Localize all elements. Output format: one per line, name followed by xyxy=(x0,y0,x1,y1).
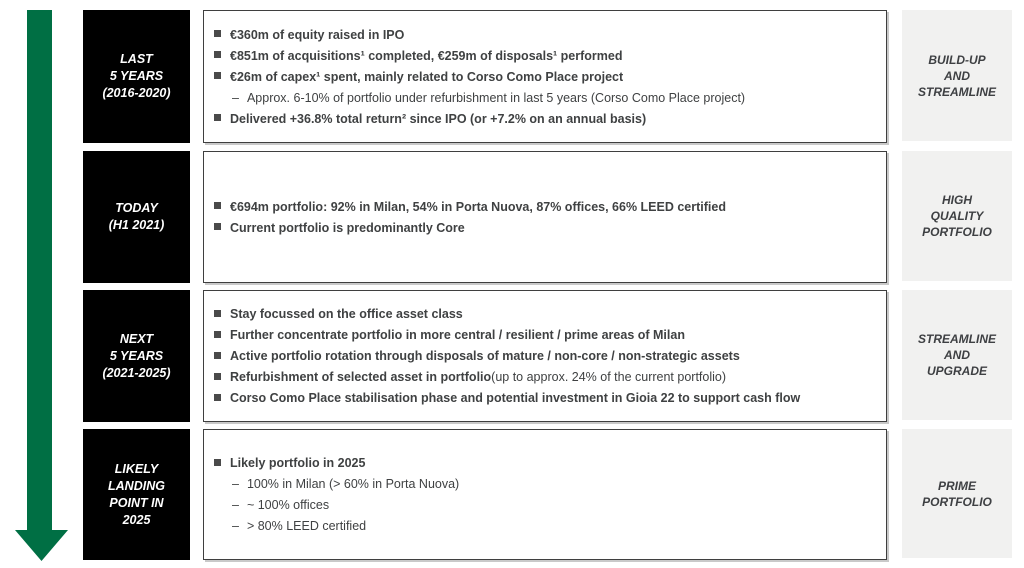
period-label xyxy=(83,10,190,143)
bullet-text-regular: Approx. 6-10% of portfolio under refurbishment in last 5 years (Corso Como Place project) xyxy=(246,90,746,105)
tag-label xyxy=(902,429,1012,558)
period-label-line: (2016-2020) xyxy=(102,86,171,100)
bullet-square-icon xyxy=(214,459,221,466)
tag-label-line: BUILD-UP xyxy=(928,52,986,67)
period-label-line: LIKELY xyxy=(114,461,159,476)
period-label-line: POINT IN xyxy=(109,495,164,510)
bullet-text-bold: Active portfolio rotation through disposals of mature / non-core / non-strategic assets xyxy=(230,349,740,363)
bullet-text-bold: Corso Como Place stabilisation phase and potential investment in Gioia 22 to support cash flow xyxy=(230,391,801,405)
sub-bullet-item xyxy=(214,476,876,492)
period-label xyxy=(83,429,190,560)
tag-label xyxy=(902,290,1012,420)
timeline-row-today xyxy=(0,151,1024,283)
bullet-square-icon xyxy=(214,72,221,79)
tag-label-line: STREAMLINE xyxy=(918,332,996,346)
bullet-text-bold: Likely portfolio in 2025 xyxy=(230,456,366,470)
bullet-text-regular: 100% in Milan (> 60% in Porta Nuova) xyxy=(246,477,460,491)
tag-label-line: QUALITY xyxy=(930,209,984,223)
bullet-text-bold: €360m of equity raised in IPO xyxy=(230,27,405,42)
bullet-square-icon xyxy=(214,310,221,317)
bullet-item xyxy=(214,48,876,64)
bullet-text-regular: > 80% LEED certified xyxy=(246,519,367,533)
period-label xyxy=(83,290,190,422)
dash-icon: – xyxy=(232,519,239,533)
bullet-text-bold: €694m portfolio: 92% in Milan, 54% in Porta Nuova, 87% offices, 66% LEED certified xyxy=(230,199,726,214)
bullet-text-bold: Current portfolio is predominantly Core xyxy=(230,220,465,235)
period-label-line: 5 YEARS xyxy=(109,348,164,363)
bullet-item xyxy=(214,27,876,43)
tag-label-line: PRIME xyxy=(937,478,976,493)
tag-label-line: HIGH xyxy=(942,193,972,207)
bullet-text-bold: Delivered +36.8% total return² since IPO (or +7.2% on an annual basis) xyxy=(230,111,647,126)
bullet-item xyxy=(214,306,876,322)
bullet-list xyxy=(214,450,876,539)
bullet-text-bold: Refurbishment of selected asset in portfolio xyxy=(230,370,492,384)
bullet-square-icon xyxy=(214,394,221,401)
bullet-item xyxy=(214,199,876,215)
tag-label-line: PORTFOLIO xyxy=(922,225,992,239)
sub-bullet-item xyxy=(214,90,876,106)
period-label-line: LANDING xyxy=(108,478,165,493)
bullet-text-bold: Further concentrate portfolio in more central / resilient / prime areas of Milan xyxy=(230,328,685,342)
timeline-row-last-5-years xyxy=(0,10,1024,143)
dash-icon: – xyxy=(232,477,239,491)
bullet-list xyxy=(214,22,876,132)
dash-icon: – xyxy=(232,90,239,105)
bullet-text-regular: (up to approx. 24% of the current portfolio) xyxy=(491,370,727,384)
bullet-square-icon xyxy=(214,373,221,380)
bullet-item xyxy=(214,455,876,471)
tag-label-line: UPGRADE xyxy=(926,364,987,378)
tag-label xyxy=(902,151,1012,281)
bullet-square-icon xyxy=(214,223,221,230)
bullet-square-icon xyxy=(214,51,221,58)
bullet-text-bold: €851m of acquisitions¹ completed, €259m of disposals¹ performed xyxy=(230,48,623,63)
bullet-item xyxy=(214,220,876,236)
bullet-text-regular: ~ 100% offices xyxy=(246,498,330,512)
sub-bullet-item xyxy=(214,497,876,513)
bullet-list xyxy=(214,194,876,241)
bullet-square-icon xyxy=(214,331,221,338)
tag-label-line: AND xyxy=(944,68,970,83)
tag-label-line: PORTFOLIO xyxy=(922,494,992,509)
sub-bullet-item xyxy=(214,518,876,534)
bullet-square-icon xyxy=(214,30,221,37)
dash-icon: – xyxy=(232,498,239,512)
timeline-row-next-5-years xyxy=(0,290,1024,422)
timeline-row-likely-landing-point xyxy=(0,429,1024,560)
period-label-line: 5 YEARS xyxy=(109,69,164,83)
bullet-item xyxy=(214,111,876,127)
tag-label xyxy=(902,10,1012,141)
tag-label-line: STREAMLINE xyxy=(918,84,996,99)
period-label-line: (H1 2021) xyxy=(108,218,165,232)
bullet-square-icon xyxy=(214,352,221,359)
bullet-item xyxy=(214,390,876,406)
bullet-item xyxy=(214,348,876,364)
tag-label-line: AND xyxy=(944,348,970,362)
period-label-line: NEXT xyxy=(119,331,154,346)
bullet-list xyxy=(214,301,876,411)
content-box xyxy=(203,429,887,560)
period-label-line: 2025 xyxy=(122,512,151,527)
bullet-square-icon xyxy=(214,202,221,209)
bullet-square-icon xyxy=(214,114,221,121)
period-label xyxy=(83,151,190,283)
bullet-item xyxy=(214,327,876,343)
content-box xyxy=(203,290,887,422)
content-box xyxy=(203,151,887,283)
bullet-text-bold: Stay focussed on the office asset class xyxy=(230,307,463,321)
bullet-item xyxy=(214,369,876,385)
period-label-line: TODAY xyxy=(115,201,158,215)
bullet-text-bold: €26m of capex¹ spent, mainly related to Corso Como Place project xyxy=(230,69,624,84)
period-label-line: LAST xyxy=(120,52,153,66)
content-box xyxy=(203,10,887,143)
bullet-item xyxy=(214,69,876,85)
period-label-line: (2021-2025) xyxy=(102,365,171,380)
